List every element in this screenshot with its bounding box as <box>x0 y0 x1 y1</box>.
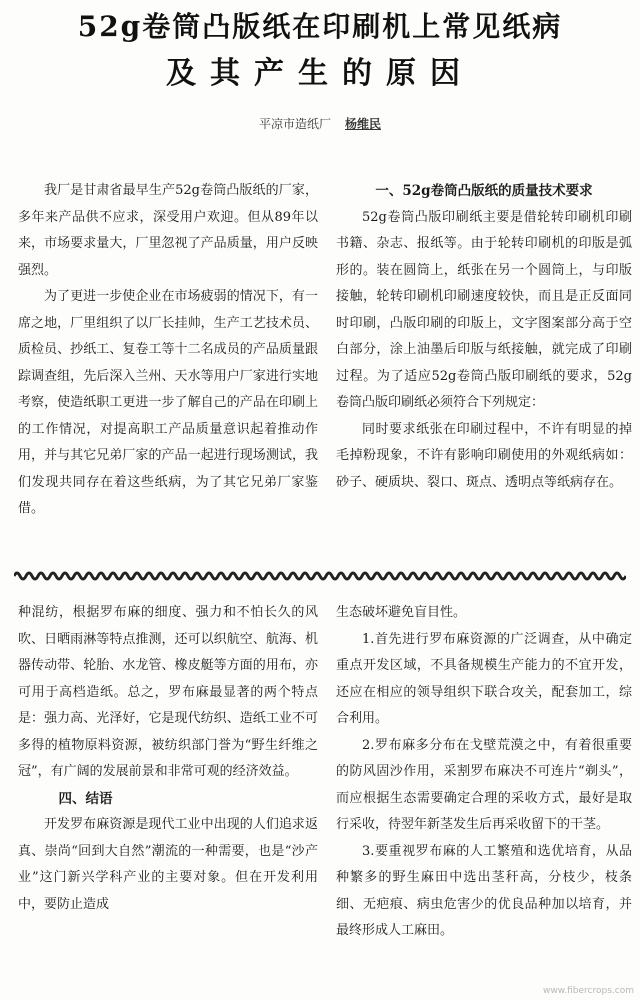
watermark: www.fibercrops.com <box>543 986 634 996</box>
left-column-bottom <box>18 600 318 918</box>
byline <box>0 116 640 132</box>
right-column-top <box>336 178 632 496</box>
paragraph-intro: 我厂是甘肃省最早生产52g卷筒凸版纸的厂家，多年来产品供不应求，深受用户欢迎。但从89年以来，市场要求量大，厂里忽视了产品质量，用户反映强烈。 <box>18 183 318 278</box>
section-heading-quality: 一、52g卷筒凸版纸的质量技术要求 <box>375 183 593 199</box>
paragraph-luobuma-uses: 种混纺，根据罗布麻的细度、强力和不怕长久的风吹、日晒雨淋等特点推测，还可以织航空、航海、机器传动带、轮胎、水龙管、橡皮艇等方面的用布，亦可用于高档造纸。总之，罗布麻最显著的两个特点是：强力高、光泽好，它是现代纺织、造纸工业不可多得的植物原料资源，被纺织部门誉为“野生纤维之冠”，有广阔的发展前景和非常可观的经济效益。 <box>18 605 318 779</box>
article-title-line2: 及其产生的原因 <box>166 56 474 91</box>
paragraph-quality-requirements: 52g卷筒凸版印刷纸主要是借轮转印刷机印刷书籍、杂志、报纸等。由于轮转印刷机的印版是弧形的。装在圆筒上，纸张在另一个圆筒上，与印版接触，轮转印刷机印刷速度较快，而且是正反面同时印刷，凸版印刷的印版上，文字图案部分高于空白部分，涂上油墨后印版与纸接触，就完成了印刷过程。为了适应52g卷筒凸版印刷纸的要求，52g卷筒凸版印刷纸必须符合下列规定： <box>336 209 632 410</box>
paragraph-point-2: 2.罗布麻多分布在戈壁荒漠之中，有着很重要的防风固沙作用，采割罗布麻决不可连片“剃头”，而应根据生态需要确定合理的采收方式，最好是取行采收，待翌年新茎发生后再采收留下的干茎。 <box>336 737 632 832</box>
left-column-top <box>18 178 318 523</box>
paragraph-point-3: 3.要重视罗布麻的人工繁殖和选优培育，从品种繁多的野生麻田中选出茎秆高，分枝少，枝条细、无疤痕、病虫危害少的优良品种加以培育，并最终形成人工麻田。 <box>336 843 632 938</box>
paragraph-investigation: 为了更进一步使企业在市场疲弱的情况下，有一席之地，厂里组织了以厂长挂帅，生产工艺技术员、质检员、抄纸工、复卷工等十二名成员的产品质量跟踪调查组，先后深入兰州、天水等用户厂家进行实地考察，使造纸职工更进一步了解自己的产品在印刷上的工作情况，对提高职工产品质量意识起着推动作用，并与其它兄弟厂家的产品一起进行现场测试，我们发现共同存在着这些纸病，为了其它兄弟厂家鉴借。 <box>18 289 318 516</box>
paragraph-continuation: 生态破坏避免盲目性。 <box>336 605 467 620</box>
right-column-bottom <box>336 600 632 945</box>
byline-org: 平凉市造纸厂 <box>258 117 331 131</box>
section-heading-conclusion: 四、结语 <box>58 790 113 807</box>
paragraph-point-1: 1.首先进行罗布麻资源的广泛调查，从中确定重点开发区域，不具备规模生产能力的不宜开发，还应在相应的领导组织下联合攻关，配套加工，综合利用。 <box>336 631 632 726</box>
paragraph-defect-requirements: 同时要求纸张在印刷过程中，不许有明显的掉毛掉粉现象，不许有影响印刷使用的外观纸病如：砂子、硬质块、裂口、斑点、透明点等纸病存在。 <box>336 421 632 490</box>
paragraph-conclusion: 开发罗布麻资源是现代工业中出现的人们追求返真、崇尚“回到大自然”潮流的一种需要，也是“沙产业”这门新兴学科产业的主要对象。但在开发利用中，要防止造成 <box>18 817 318 912</box>
wavy-divider <box>14 568 626 584</box>
article-title-line1: 52g卷筒凸版纸在印刷机上常见纸病 <box>77 10 563 43</box>
byline-author: 杨维民 <box>345 117 382 131</box>
